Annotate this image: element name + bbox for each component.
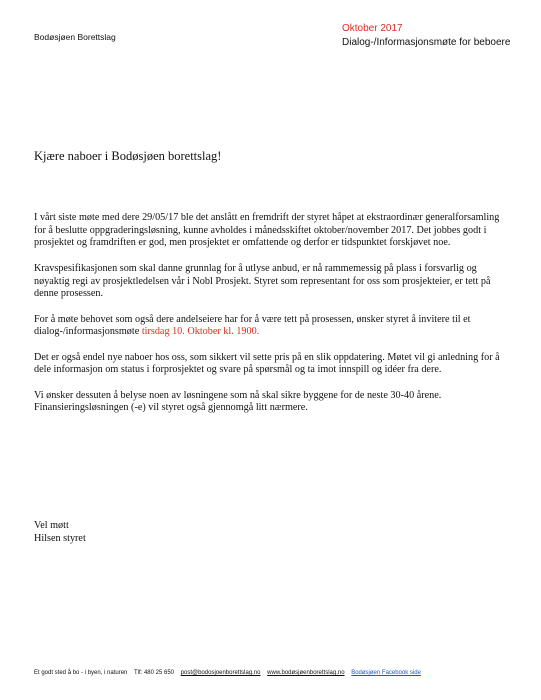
footer-facebook-link[interactable]: Bodøsjøen Facebook side (351, 670, 421, 676)
letter-header (342, 22, 510, 50)
letter-subject: Dialog-/Informasjonsmøte for beboere (342, 37, 511, 48)
paragraph-2: Kravspesifikasjonen som skal danne grunnlag for å utlyse anbud, er nå rammemessig på plass i forsvarlig og nøyaktig regi av prosjektledelsen vår i Nobl Prosjekt. Styret som representant for oss som prosjekteier, er tett på denne prosessen. (34, 262, 491, 300)
meeting-time-highlight: tirsdag 10. Oktober kl. 1900. (141, 326, 260, 338)
closing-signature: Hilsen styret (34, 533, 86, 544)
footer-slogan: Et godt sted å bo - i byen, i naturen (34, 670, 128, 676)
paragraph-5: Vi ønsker dessuten å belyse noen av løsningene som nå skal sikre byggene for de neste 30-40 årene. Finansieringsløsningen (-e) vil styret også gjennomgå litt nærmere. (34, 389, 442, 414)
paragraph-3 (34, 314, 512, 339)
closing-line-1: Vel møtt (34, 520, 69, 531)
paragraph-1: I vårt siste møte med dere 29/05/17 ble det anslått en fremdrift der styret håpet at ekstraordinær generalforsamling for å beslutte oppgraderingsløsning, kunne avholdes i månedsskiftet oktober/november 2017. Det jobbes godt i prosjektet og framdriften er god, men prosjektet er omfattende og derfor er tidspunktet forskjøvet noe. (34, 212, 500, 249)
paragraph-4: Det er også endel nye naboer hos oss, som sikkert vil sette pris på en slik oppdatering. Møtet vil gi anledning for å dele informasjon om status i forprosjektet og svare på spørsmål og ta imot innspill og idéer fra dere. (34, 351, 500, 376)
greeting: Kjære naboer i Bodøsjøen borettslag! (34, 149, 222, 163)
footer-phone: Tlf: 480 25 650 (133, 670, 174, 676)
footer-website-link[interactable]: www.bodøsjøenborettslag.no (267, 670, 345, 676)
footer (34, 670, 421, 676)
letter-body (34, 212, 512, 428)
footer-email-link[interactable]: post@bodosjoenborettslag.no (180, 670, 261, 676)
paragraph-3-text: For å møte behovet som også dere andelseiere har for å være tett på prosessen, ønsker styret å invitere til et dialog-/informasjonsmøte (34, 313, 471, 338)
organization-name: Bodøsjøen Borettslag (34, 32, 116, 42)
letter-date: Oktober 2017 (342, 23, 403, 34)
closing (34, 519, 86, 545)
